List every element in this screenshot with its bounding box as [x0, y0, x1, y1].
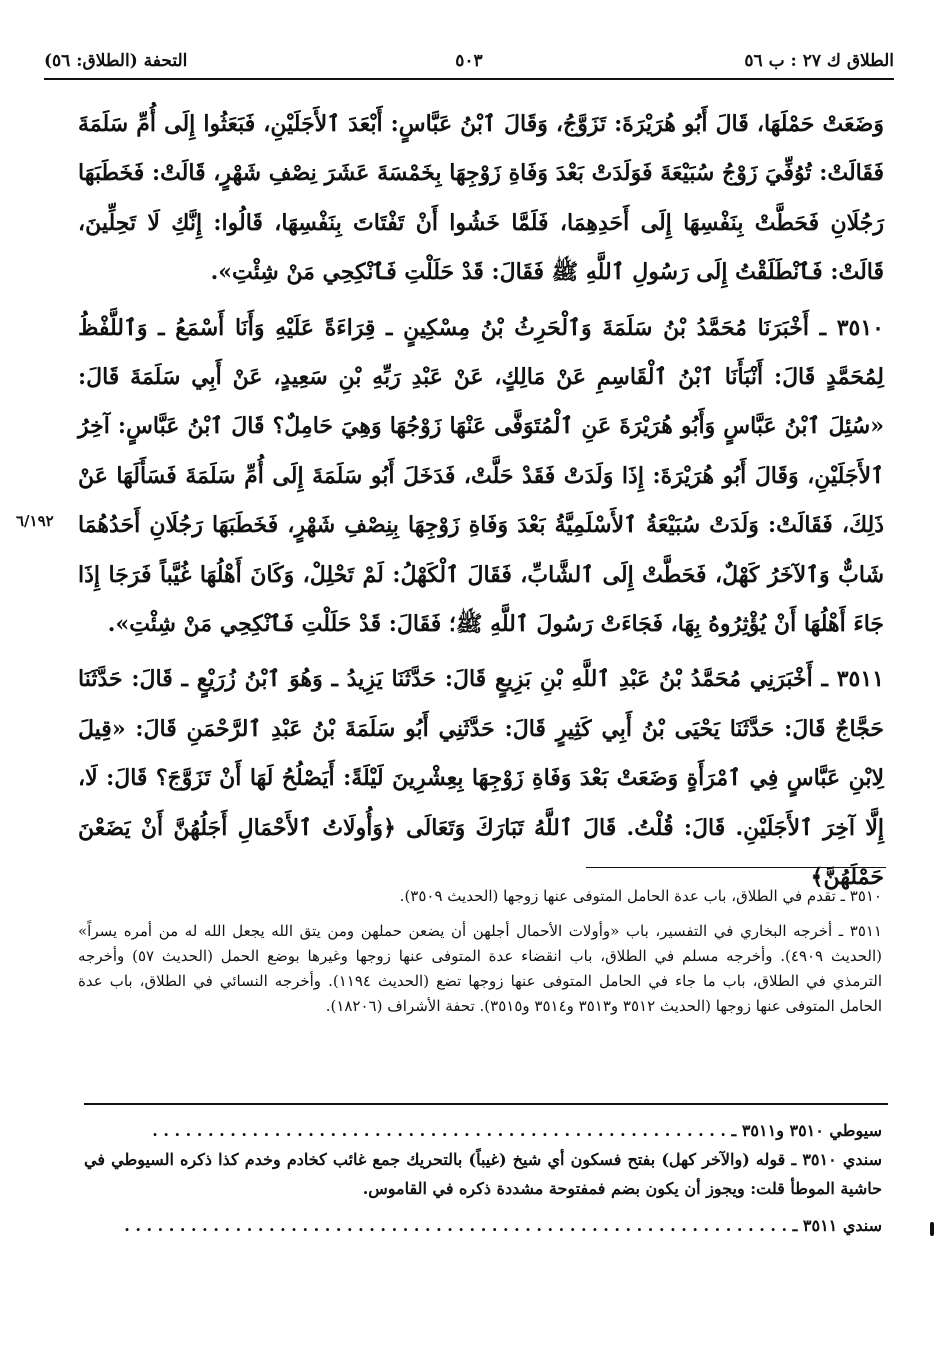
page-number: ٥٠٣	[455, 51, 483, 71]
footnote-3511: ٣٥١١ ـ أخرجه البخاري في التفسير، باب «وأولات الأحمال أجلهن أن يضعن حملهن ومن يتق الله يجعل الله له من أمره يسراً» (الحديث ٤٩٠٩). وأخرجه مسلم في الطلاق، باب انقضاء عدة المتوفى عنها زوجها وغيرها بوضع الحمل (الحديث ٥٧) وأخرجه الترمذي في الطلاق، باب ما جاء في الحامل المتوفى عنها زوجها تضع (الحديث ١١٩٤). وأخرجه النسائي في الطلاق، باب عدة الحامل المتوفى عنها زوجها (الحديث ٣٥١٢ و٣٥١٣ و٣٥١٤ و٣٥١٥). تحفة الأشراف (١٨٢٠٦).	[78, 922, 882, 1015]
hadith-continuation: وَضَعَتْ حَمْلَهَا، قَالَ أَبُو هُرَيْرَةَ: تَزَوَّجُ، وَقَالَ ٱبْنُ عَبَّاسٍ: أَبْعَدَ ٱلأَجَلَيْنِ، فَبَعَثُوا إِلَى أُمِّ سَلَمَةَ فَقَالَتْ: تُوُفِّيَ زَوْجُ سُبَيْعَةَ فَوَلَدَتْ بَعْدَ وَفَاةِ زَوْجِهَا بِخَمْسَةَ عَشَرَ نِصْفِ شَهْرٍ، قَالَتْ: فَخَطَبَهَا رَجُلَانِ فَحَطَّتْ بِنَفْسِهَا إِلَى أَحَدِهِمَا، فَلَمَّا خَشُوا أَنْ تَفْتَاتَ بِنَفْسِهَا، قَالُوا: إِنَّكِ لَا تَحِلِّينَ، قَالَتْ: فَٱنْطَلَقْتُ إِلَى رَسُولِ ٱللَّهِ ﷺ فَقَالَ: قَدْ حَلَلْتِ فَٱنْكِحِي مَنْ شِئْتِ».	[78, 111, 884, 286]
header-chapter-ref: الطلاق ك ٢٧ : ب ٥٦	[744, 51, 894, 71]
footnotes	[78, 884, 882, 1019]
footnote-divider	[586, 867, 886, 868]
hadith-3510: ٣٥١٠ ـ أَخْبَرَنَا مُحَمَّدُ بْنُ سَلَمَةَ وَٱلْحَرِثُ بْنُ مِسْكِينٍ ـ قِرَاءَةً عَلَيْهِ وَأَنَا أَسْمَعُ ـ وَٱللَّفْظُ لِمُحَمَّدٍ قَالَ: أَنْبَأَنَا ٱبْنُ ٱلْقَاسِمِ عَنْ مَالِكٍ، عَنْ عَبْدِ رَبِّهِ بْنِ سَعِيدٍ، عَنْ أَبِي سَلَمَةَ قَالَ: «سُئِلَ ٱبْنُ عَبَّاسٍ وَأَبُو هُرَيْرَةَ عَنِ ٱلْمُتَوَفَّى عَنْهَا زَوْجُهَا وَهِيَ حَامِلٌ؟ قَالَ ٱبْنُ عَبَّاسٍ: آخِرُ ٱلأَجَلَيْنِ، وَقَالَ أَبُو هُرَيْرَةَ: إِذَا وَلَدَتْ فَقَدْ حَلَّتْ، فَدَخَلَ أَبُو سَلَمَةَ إِلَى أُمِّ سَلَمَةَ فَسَأَلَهَا عَنْ ذَلِكَ، فَقَالَتْ: وَلَدَتْ سُبَيْعَةُ ٱلأَسْلَمِيَّةُ بَعْدَ وَفَاةِ زَوْجِهَا بِنِصْفِ شَهْرٍ، فَخَطَبَهَا رَجُلَانِ أَحَدُهُمَا شَابٌّ وَٱلآخَرُ كَهْلٌ، فَحَطَّتْ إِلَى ٱلشَّابِّ، فَقَالَ ٱلْكَهْلُ: لَمْ تَحْلِلْ، وَكَانَ أَهْلُهَا غُيَّباً فَرَجَا إِذَا جَاءَ أَهْلُهَا أَنْ يُؤْثِرُوهُ بِهَا، فَجَاءَتْ رَسُولَ ٱللَّهِ ﷺ؛ فَقَالَ: قَدْ حَلَلْتِ فَٱنْكِحِي مَنْ شِئْتِ».	[78, 314, 884, 638]
header-tuhfa-ref: التحفة (الطلاق: ٥٦)	[44, 51, 188, 71]
margin-reference: ٦/١٩٢	[16, 512, 54, 530]
scan-edge-mark	[930, 1222, 934, 1236]
commentary-sindi-3510: سندي ٣٥١٠ ـ قوله (والآخر كهل) بفتح فسكون أي شيخ (غيباً) بالتحريك جمع غائب كخادم وخدم كذا ذكره السيوطي في حاشية الموطأ قلت: ويجوز أن يكون بضم فمفتوحة مشددة ذكره في القاموس.	[84, 1150, 883, 1198]
footnote-3510: ٣٥١٠ ـ تقدم في الطلاق، باب عدة الحامل المتوفى عنها زوجها (الحديث ٣٥٠٩).	[399, 887, 882, 905]
commentary-divider	[84, 1103, 888, 1105]
commentary-suyuti: سيوطي ٣٥١٠ و٣٥١١ ـ . . . . . . . . . . . . . . . . . . . . . . . . . . . . . . . . . . . . . . . . . . . . . . . . . . . .	[152, 1121, 882, 1140]
commentary-section	[84, 1116, 882, 1240]
commentary-sindi-3511: سندي ٣٥١١ ـ . . . . . . . . . . . . . . . . . . . . . . . . . . . . . . . . . . . . . . . . . . . . . . . . . . . . . . . . . . . .	[124, 1216, 882, 1235]
hadith-3511: ٣٥١١ ـ أَخْبَرَنِي مُحَمَّدُ بْنُ عَبْدِ ٱللَّهِ بْنِ بَزِيعٍ قَالَ: حَدَّثَنَا يَزِيدُ ـ وَهُوَ ٱبْنُ زُرَيْعٍ ـ قَالَ: حَدَّثَنَا حَجَّاجٌ قَالَ: حَدَّثَنَا يَحْيَى بْنُ أَبِي كَثِيرٍ قَالَ: حَدَّثَنِي أَبُو سَلَمَةَ بْنُ عَبْدِ ٱلرَّحْمَنِ قَالَ: «قِيلَ لِابْنِ عَبَّاسٍ فِي ٱمْرَأَةٍ وَضَعَتْ بَعْدَ وَفَاةِ زَوْجِهَا بِعِشْرِينَ لَيْلَةً: أَيَصْلُحُ لَهَا أَنْ تَزَوَّجَ؟ قَالَ: لَا، إِلَّا آخِرَ ٱلأَجَلَيْنِ. قَالَ: قُلْتُ. قَالَ ٱللَّهُ تَبَارَكَ وَتَعَالَى ﴿وَأُولَاتُ ٱلأَحْمَالِ أَجَلُهُنَّ أَنْ يَضَعْنَ حَمْلَهُنَّ﴾	[78, 666, 885, 891]
hadith-text	[78, 100, 884, 903]
running-header	[44, 44, 894, 80]
